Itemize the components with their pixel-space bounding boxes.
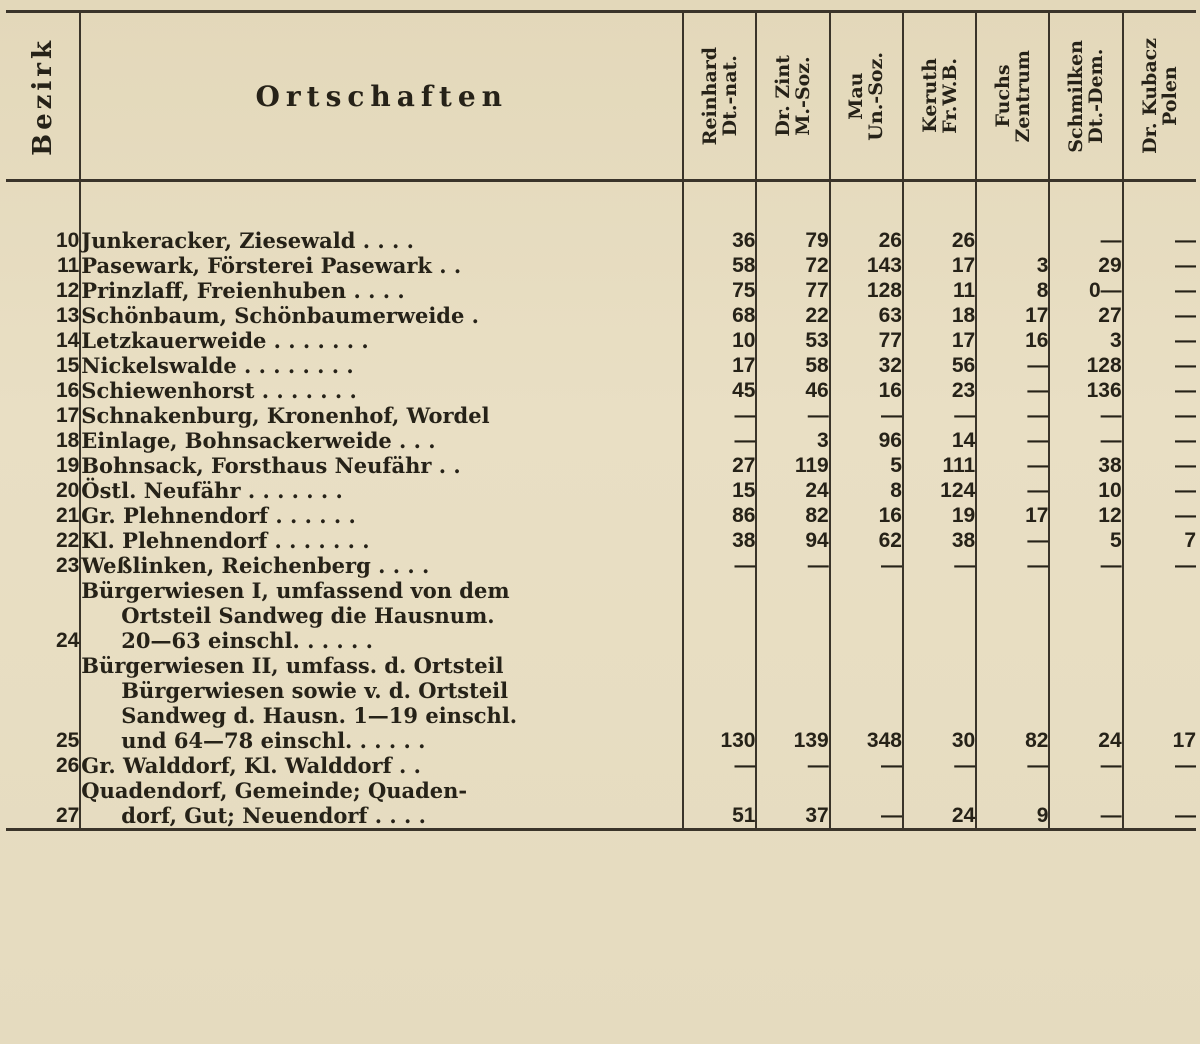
ortschaft-line: Gr. Plehnendorf . . . . . . <box>81 503 356 528</box>
vote-count: — <box>976 528 1049 553</box>
vote-count <box>756 578 829 653</box>
bezirk-number: 26 <box>55 754 80 777</box>
vote-count: 17 <box>903 328 976 353</box>
table-row <box>6 378 1196 403</box>
vote-count: 10 <box>1049 478 1122 503</box>
vote-count: 17 <box>683 353 756 378</box>
vote-count: 94 <box>756 528 829 553</box>
vote-count: 5 <box>830 453 903 478</box>
vote-count: 128 <box>830 278 903 303</box>
header-candidate: Keruth Fr.W.B. <box>903 12 976 181</box>
vote-count: 17 <box>903 253 976 278</box>
ortschaft-line: Schönbaum, Schönbaumerweide . <box>81 303 479 328</box>
ortschaft-line: Kl. Plehnendorf . . . . . . . <box>81 528 370 553</box>
vote-count: 29 <box>1049 253 1122 278</box>
ortschaft-name <box>80 403 683 428</box>
vote-count: 72 <box>756 253 829 278</box>
vote-count: 12 <box>1049 503 1122 528</box>
vote-count: 38 <box>903 528 976 553</box>
table-row <box>6 753 1196 778</box>
vote-count: — <box>1123 403 1196 428</box>
ortschaft-line: Schiewenhorst . . . . . . . <box>81 378 357 403</box>
vote-count: 32 <box>830 353 903 378</box>
spacer-row <box>6 181 1196 229</box>
vote-count: 17 <box>976 303 1049 328</box>
vote-count: 18 <box>903 303 976 328</box>
header-candidate: Fuchs Zentrum <box>976 12 1049 181</box>
ortschaft-line: Prinzlaff, Freienhuben . . . . <box>81 278 405 303</box>
vote-count: 16 <box>830 378 903 403</box>
ortschaft-line: Bürgerwiesen II, umfass. d. Ortsteil <box>81 653 504 678</box>
ortschaft-line: Bürgerwiesen sowie v. d. Ortsteil <box>121 678 509 703</box>
table-row <box>6 478 1196 503</box>
vote-count: 130 <box>683 653 756 753</box>
vote-count: 75 <box>683 278 756 303</box>
vote-count: 96 <box>830 428 903 453</box>
vote-count: 119 <box>756 453 829 478</box>
vote-count: — <box>830 753 903 778</box>
vote-count: 7 <box>1123 528 1196 553</box>
ortschaft-name <box>80 578 683 653</box>
vote-count: — <box>1123 478 1196 503</box>
header-ortschaften: Ortschaften <box>80 12 683 181</box>
vote-count: 8 <box>976 278 1049 303</box>
spacer-cell <box>6 181 80 229</box>
vote-count: 0— <box>1049 278 1122 303</box>
vote-count <box>830 578 903 653</box>
vote-count: — <box>1049 778 1122 830</box>
ortschaft-name <box>80 378 683 403</box>
vote-count: 63 <box>830 303 903 328</box>
table-row <box>6 503 1196 528</box>
vote-count: 77 <box>830 328 903 353</box>
ortschaft-line: Bohnsack, Forsthaus Neufähr . . <box>81 453 461 478</box>
bezirk-number: 16 <box>55 379 80 402</box>
table-row <box>6 778 1196 830</box>
table-row <box>6 228 1196 253</box>
vote-count: — <box>903 553 976 578</box>
vote-count: — <box>1123 453 1196 478</box>
vote-count: 10 <box>683 328 756 353</box>
vote-count: 17 <box>976 503 1049 528</box>
ortschaft-line: Pasewark, Försterei Pasewark . . <box>81 253 462 278</box>
ortschaft-name <box>80 453 683 478</box>
ortschaft-line: Quadendorf, Gemeinde; Quaden- <box>81 778 468 803</box>
vote-count: 53 <box>756 328 829 353</box>
header-candidate: Dr. Zint M.-Soz. <box>756 12 829 181</box>
header-candidate: Dr. Kubacz Polen <box>1123 12 1196 181</box>
ortschaft-name <box>80 753 683 778</box>
vote-count: 30 <box>903 653 976 753</box>
header-candidate: Mau Un.-Soz. <box>830 12 903 181</box>
table-row <box>6 253 1196 278</box>
vote-count: — <box>1123 428 1196 453</box>
ortschaft-name <box>80 553 683 578</box>
vote-count: 14 <box>903 428 976 453</box>
vote-count: 68 <box>683 303 756 328</box>
ortschaft-line: Bürgerwiesen I, umfassend von dem <box>81 578 510 603</box>
ortschaft-line: Schnakenburg, Kronenhof, Wordel <box>81 403 490 428</box>
ortschaft-name <box>80 253 683 278</box>
ortschaft-name <box>80 653 683 753</box>
bezirk-number: 18 <box>55 429 80 452</box>
vote-count: 11 <box>903 278 976 303</box>
vote-count: 3 <box>756 428 829 453</box>
vote-count: — <box>1123 303 1196 328</box>
ortschaft-name <box>80 503 683 528</box>
vote-count: 56 <box>903 353 976 378</box>
ortschaft-name <box>80 353 683 378</box>
vote-count: 36 <box>683 228 756 253</box>
vote-count: 51 <box>683 778 756 830</box>
ortschaft-line: Östl. Neufähr . . . . . . . <box>81 478 343 503</box>
vote-count: 58 <box>683 253 756 278</box>
vote-count: 38 <box>1049 453 1122 478</box>
vote-count: — <box>976 353 1049 378</box>
vote-count: 5 <box>1049 528 1122 553</box>
vote-count: 27 <box>683 453 756 478</box>
vote-count: — <box>1049 753 1122 778</box>
election-results-table <box>6 10 1196 831</box>
vote-count: 111 <box>903 453 976 478</box>
vote-count: 3 <box>976 253 1049 278</box>
table-row <box>6 553 1196 578</box>
vote-count: — <box>1123 553 1196 578</box>
header-candidate: Reinhard Dt.-nat. <box>683 12 756 181</box>
vote-count: — <box>683 753 756 778</box>
vote-count: 58 <box>756 353 829 378</box>
vote-count: 26 <box>903 228 976 253</box>
ortschaft-line: 20—63 einschl. . . . . . <box>121 628 373 653</box>
vote-count: — <box>976 403 1049 428</box>
vote-count: — <box>1123 253 1196 278</box>
bezirk-number: 13 <box>55 304 80 327</box>
vote-count: — <box>1123 503 1196 528</box>
bezirk-number: 21 <box>55 504 80 527</box>
ortschaft-line: Letzkauerweide . . . . . . . <box>81 328 369 353</box>
vote-count: — <box>1123 278 1196 303</box>
ortschaft-line: und 64—78 einschl. . . . . . <box>121 728 426 753</box>
vote-count <box>1123 578 1196 653</box>
vote-count: 45 <box>683 378 756 403</box>
vote-count: 26 <box>830 228 903 253</box>
vote-count: — <box>1123 378 1196 403</box>
table-row <box>6 428 1196 453</box>
spacer-cell <box>903 181 976 229</box>
spacer-cell <box>683 181 756 229</box>
vote-count: 143 <box>830 253 903 278</box>
ortschaft-line: Junkeracker, Ziesewald . . . . <box>81 228 414 253</box>
vote-count: 15 <box>683 478 756 503</box>
vote-count: 16 <box>830 503 903 528</box>
vote-count: — <box>830 778 903 830</box>
vote-count: — <box>1049 428 1122 453</box>
vote-count: 124 <box>903 478 976 503</box>
vote-count: 82 <box>976 653 1049 753</box>
ortschaft-name <box>80 278 683 303</box>
ortschaft-name <box>80 303 683 328</box>
vote-count: — <box>1123 228 1196 253</box>
spacer-cell <box>830 181 903 229</box>
spacer-cell <box>1049 181 1122 229</box>
vote-count: 37 <box>756 778 829 830</box>
bezirk-number: 23 <box>55 554 80 577</box>
vote-count: 17 <box>1123 653 1196 753</box>
ortschaft-line: Sandweg d. Hausn. 1—19 einschl. <box>121 703 518 728</box>
bezirk-number: 10 <box>55 229 80 252</box>
vote-count: — <box>976 753 1049 778</box>
ortschaft-name <box>80 528 683 553</box>
bezirk-number: 25 <box>55 729 80 752</box>
vote-count: 348 <box>830 653 903 753</box>
spacer-cell <box>80 181 683 229</box>
ortschaft-line: Einlage, Bohnsackerweide . . . <box>81 428 436 453</box>
vote-count <box>976 578 1049 653</box>
vote-count: — <box>756 553 829 578</box>
ortschaft-name <box>80 428 683 453</box>
vote-count: — <box>1049 553 1122 578</box>
vote-count: 79 <box>756 228 829 253</box>
vote-count: — <box>683 403 756 428</box>
vote-count: 77 <box>756 278 829 303</box>
vote-count: 22 <box>756 303 829 328</box>
vote-count: — <box>903 403 976 428</box>
ortschaft-line: Nickelswalde . . . . . . . . <box>81 353 354 378</box>
table-row <box>6 403 1196 428</box>
vote-count: 139 <box>756 653 829 753</box>
vote-count: 24 <box>756 478 829 503</box>
ortschaft-line: Gr. Walddorf, Kl. Walddorf . . <box>81 753 421 778</box>
vote-count: — <box>830 553 903 578</box>
table-row <box>6 303 1196 328</box>
bezirk-number: 19 <box>55 454 80 477</box>
vote-count: — <box>830 403 903 428</box>
vote-count: 9 <box>976 778 1049 830</box>
bezirk-number: 20 <box>55 479 80 502</box>
vote-count <box>683 578 756 653</box>
vote-count: — <box>976 378 1049 403</box>
table-row <box>6 453 1196 478</box>
bezirk-number: 15 <box>55 354 80 377</box>
header-candidate: Schmilken Dt.-Dem. <box>1049 12 1122 181</box>
vote-count: 136 <box>1049 378 1122 403</box>
bezirk-number: 24 <box>55 629 80 652</box>
bezirk-number: 11 <box>57 254 80 277</box>
vote-count: 82 <box>756 503 829 528</box>
vote-count: 46 <box>756 378 829 403</box>
bezirk-number: 17 <box>55 404 80 427</box>
vote-count: — <box>1123 778 1196 830</box>
vote-count <box>1049 578 1122 653</box>
vote-count: — <box>976 428 1049 453</box>
table-row <box>6 528 1196 553</box>
vote-count: 19 <box>903 503 976 528</box>
bezirk-number: 12 <box>55 279 80 302</box>
bezirk-number: 14 <box>55 329 80 352</box>
header-row <box>6 12 1196 181</box>
vote-count: — <box>903 753 976 778</box>
bezirk-number: 27 <box>6 778 80 830</box>
vote-count: — <box>1123 328 1196 353</box>
vote-count: — <box>756 753 829 778</box>
vote-count: 27 <box>1049 303 1122 328</box>
ortschaft-line: dorf, Gut; Neuendorf . . . . <box>121 803 426 828</box>
table-row <box>6 353 1196 378</box>
vote-count: 23 <box>903 378 976 403</box>
vote-count: 24 <box>903 778 976 830</box>
ortschaft-name <box>80 328 683 353</box>
table-row <box>6 653 1196 753</box>
ortschaft-line: Ortsteil Sandweg die Hausnum. <box>121 603 495 628</box>
vote-count: — <box>1049 403 1122 428</box>
table-row <box>6 328 1196 353</box>
vote-count: 24 <box>1049 653 1122 753</box>
vote-count: — <box>1123 753 1196 778</box>
vote-count: — <box>683 428 756 453</box>
spacer-cell <box>976 181 1049 229</box>
table-row <box>6 578 1196 653</box>
vote-count <box>903 578 976 653</box>
header-bezirk: Bezirk <box>6 12 80 181</box>
spacer-cell <box>756 181 829 229</box>
spacer-cell <box>1123 181 1196 229</box>
table-row <box>6 278 1196 303</box>
vote-count: 62 <box>830 528 903 553</box>
vote-count: 3 <box>1049 328 1122 353</box>
vote-count <box>976 228 1049 253</box>
ortschaft-line: Weßlinken, Reichenberg . . . . <box>81 553 430 578</box>
vote-count: 86 <box>683 503 756 528</box>
vote-count: 38 <box>683 528 756 553</box>
ortschaft-name <box>80 228 683 253</box>
vote-count: 16 <box>976 328 1049 353</box>
vote-count: — <box>976 553 1049 578</box>
bezirk-number: 22 <box>55 529 80 552</box>
ortschaft-name <box>80 478 683 503</box>
vote-count: — <box>976 453 1049 478</box>
vote-count: 8 <box>830 478 903 503</box>
vote-count: — <box>683 553 756 578</box>
ortschaft-name <box>80 778 683 830</box>
vote-count: — <box>756 403 829 428</box>
vote-count: — <box>1049 228 1122 253</box>
vote-count: 128 <box>1049 353 1122 378</box>
vote-count: — <box>976 478 1049 503</box>
vote-count: — <box>1123 353 1196 378</box>
